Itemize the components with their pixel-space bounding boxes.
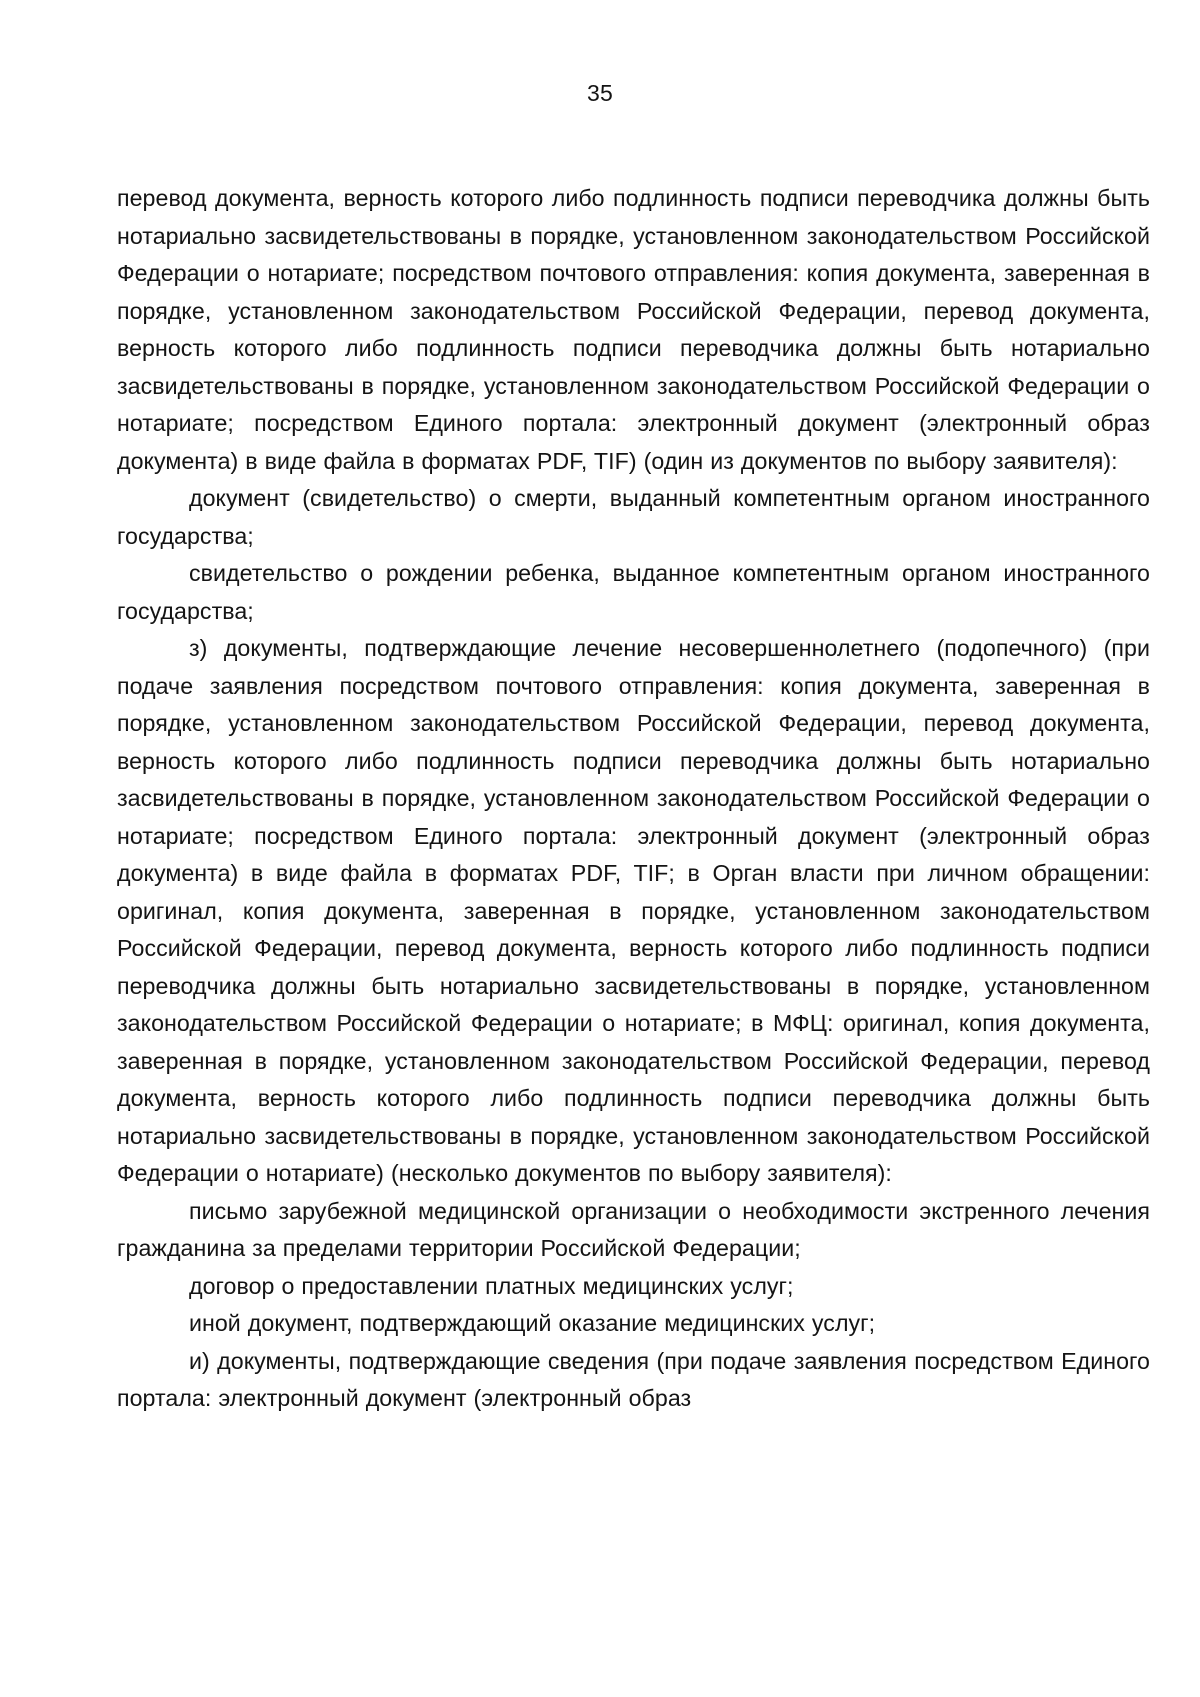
paragraph-item-i-confirming-documents: и) документы, подтверждающие сведения (при подаче заявления посредством Единого портала: электронный документ (электронный образ	[117, 1347, 1150, 1411]
paragraph-death-certificate: документ (свидетельство) о смерти, выданный компетентным органом иностранного государства;	[117, 485, 1150, 549]
page-number: 35	[587, 80, 613, 106]
document-body	[117, 180, 1150, 1418]
paragraph-paid-medical-services-contract: договор о предоставлении платных медицинских услуг;	[189, 1272, 794, 1299]
paragraph-other-medical-services-document: иной документ, подтверждающий оказание медицинских услуг;	[189, 1310, 876, 1336]
paragraph-item-z-treatment-documents: з) документы, подтверждающие лечение несовершеннолетнего (подопечного) (при подаче заявления посредством почтового отправления: копия документа, заверенная в порядке, установленном законодательством Российской Федерации, перевод документа, верность которого либо подлинность подписи переводчика должны быть нотариально засвидетельствованы в порядке, установленном законодательством Российской Федерации о нотариате; посредством Единого портала: электронный документ (электронный образ документа) в виде файла в форматах PDF, TIF; в Орган власти при личном обращении: оригинал, копия документа, заверенная в порядке, установленном законодательством Российской Федерации, перевод документа, верность которого либо подлинность подписи переводчика должны быть нотариально засвидетельствованы в порядке, установленном законодательством Российской Федерации о нотариате; в МФЦ: оригинал, копия документа, заверенная в порядке, установленном законодательством Российской Федерации, перевод документа, верность которого либо подлинность подписи переводчика должны быть нотариально засвидетельствованы в порядке, установленном законодательством Российской Федерации о нотариате) (несколько документов по выбору заявителя):	[117, 635, 1150, 1186]
paragraph-birth-certificate: свидетельство о рождении ребенка, выданное компетентным органом иностранного государства;	[117, 560, 1150, 624]
paragraph-translation-requirements: перевод документа, верность которого либо подлинность подписи переводчика должны быть нотариально засвидетельствованы в порядке, установленном законодательством Российской Федерации о нотариате; посредством почтового отправления: копия документа, заверенная в порядке, установленном законодательством Российской Федерации, перевод документа, верность которого либо подлинность подписи переводчика должны быть нотариально засвидетельствованы в порядке, установленном законодательством Российской Федерации о нотариате; посредством Единого портала: электронный документ (электронный образ документа) в виде файла в форматах PDF, TIF) (один из документов по выбору заявителя):	[117, 185, 1150, 474]
paragraph-foreign-medical-letter: письмо зарубежной медицинской организации о необходимости экстренного лечения гражданина за пределами территории Российской Федерации;	[117, 1197, 1150, 1261]
